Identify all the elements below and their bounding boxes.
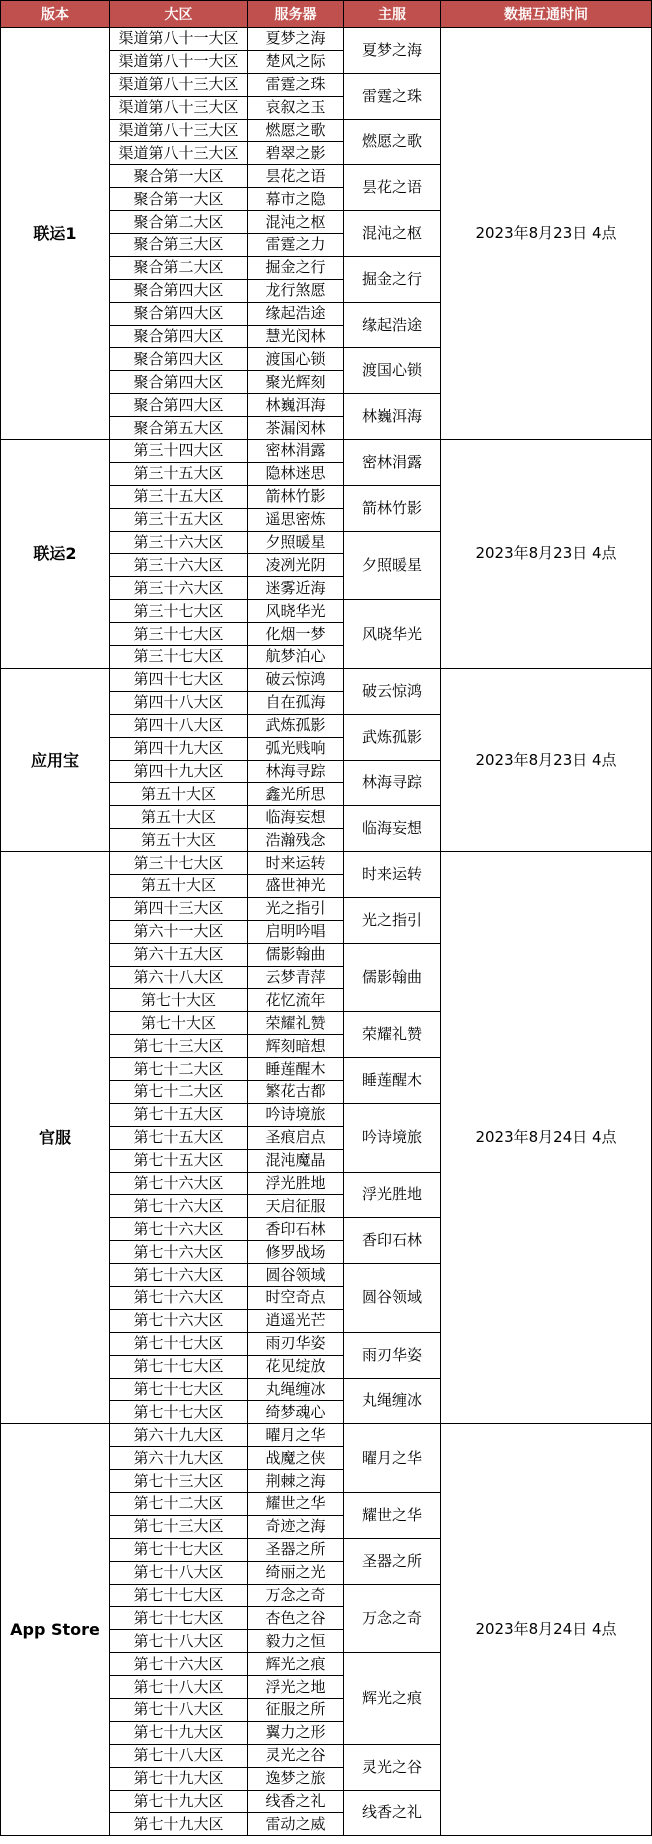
- main-server-cell: 夏梦之海: [344, 28, 441, 74]
- server-cell: 花见绽放: [248, 1355, 344, 1378]
- server-cell: 隐林迷思: [248, 462, 344, 485]
- server-cell: 雷霆之力: [248, 234, 344, 257]
- server-cell: 密林涓露: [248, 440, 344, 463]
- server-cell: 弧光贱响: [248, 737, 344, 760]
- region-cell: 聚合第四大区: [110, 394, 248, 417]
- server-cell: 战魔之侠: [248, 1447, 344, 1470]
- region-cell: 聚合第四大区: [110, 371, 248, 394]
- region-cell: 第三十五大区: [110, 485, 248, 508]
- main-server-cell: 吟诗境旅: [344, 1103, 441, 1172]
- merge-time-cell: 2023年8月24日 4点: [441, 1424, 652, 1836]
- server-cell: 航梦泊心: [248, 646, 344, 669]
- main-server-cell: 风晓华光: [344, 600, 441, 669]
- header-main: 主服: [344, 1, 441, 28]
- server-cell: 荆棘之海: [248, 1470, 344, 1493]
- region-cell: 第七十六大区: [110, 1195, 248, 1218]
- server-cell: 化烟一梦: [248, 623, 344, 646]
- server-cell: 林巍洱海: [248, 394, 344, 417]
- region-cell: 第七十七大区: [110, 1607, 248, 1630]
- region-cell: 第五十大区: [110, 783, 248, 806]
- region-cell: 聚合第四大区: [110, 302, 248, 325]
- main-server-cell: 雨刃华姿: [344, 1332, 441, 1378]
- region-cell: 第七十三大区: [110, 1470, 248, 1493]
- region-cell: 第三十六大区: [110, 531, 248, 554]
- region-cell: 第七十三大区: [110, 1035, 248, 1058]
- server-cell: 启明吟唱: [248, 920, 344, 943]
- region-cell: 聚合第二大区: [110, 211, 248, 234]
- version-cell: 应用宝: [1, 668, 110, 851]
- region-cell: 聚合第四大区: [110, 325, 248, 348]
- version-cell: 官服: [1, 852, 110, 1424]
- server-cell: 吟诗境旅: [248, 1103, 344, 1126]
- main-server-cell: 灵光之谷: [344, 1744, 441, 1790]
- header-row: [1, 1, 652, 28]
- region-cell: 第七十三大区: [110, 1515, 248, 1538]
- server-cell: 圆谷领域: [248, 1264, 344, 1287]
- main-server-cell: 缘起浩途: [344, 302, 441, 348]
- region-cell: 第七十六大区: [110, 1241, 248, 1264]
- server-cell: 临海妄想: [248, 806, 344, 829]
- main-server-cell: 夕照暖星: [344, 531, 441, 600]
- region-cell: 第七十二大区: [110, 1058, 248, 1081]
- main-server-cell: 时来运转: [344, 852, 441, 898]
- main-server-cell: 睡莲醒木: [344, 1058, 441, 1104]
- server-cell: 繁花古都: [248, 1080, 344, 1103]
- server-cell: 翼力之形: [248, 1721, 344, 1744]
- server-cell: 雷动之威: [248, 1813, 344, 1836]
- server-cell: 昙花之语: [248, 165, 344, 188]
- server-cell: 龙行煞愿: [248, 279, 344, 302]
- main-server-cell: 圆谷领域: [344, 1264, 441, 1333]
- region-cell: 渠道第八十三大区: [110, 119, 248, 142]
- server-cell: 武炼孤影: [248, 714, 344, 737]
- region-cell: 聚合第五大区: [110, 417, 248, 440]
- merge-time-cell: 2023年8月23日 4点: [441, 668, 652, 851]
- server-cell: 光之指引: [248, 897, 344, 920]
- main-server-cell: 渡国心锁: [344, 348, 441, 394]
- region-cell: 第七十六大区: [110, 1309, 248, 1332]
- region-cell: 第三十五大区: [110, 508, 248, 531]
- server-cell: 遥思密炼: [248, 508, 344, 531]
- server-cell: 绮梦魂心: [248, 1401, 344, 1424]
- server-cell: 天启征服: [248, 1195, 344, 1218]
- main-server-cell: 密林涓露: [344, 440, 441, 486]
- region-cell: 第七十九大区: [110, 1790, 248, 1813]
- server-cell: 线香之礼: [248, 1790, 344, 1813]
- server-cell: 碧翠之影: [248, 142, 344, 165]
- table-row: [1, 440, 652, 463]
- header-server: 服务器: [248, 1, 344, 28]
- region-cell: 第七十八大区: [110, 1744, 248, 1767]
- server-cell: 楚风之际: [248, 50, 344, 73]
- region-cell: 第七十七大区: [110, 1401, 248, 1424]
- server-cell: 圣器之所: [248, 1538, 344, 1561]
- table-body: [1, 28, 652, 1836]
- table-row: [1, 28, 652, 51]
- region-cell: 第六十九大区: [110, 1424, 248, 1447]
- region-cell: 第四十七大区: [110, 668, 248, 691]
- server-cell: 鑫光所思: [248, 783, 344, 806]
- server-cell: 聚光辉刻: [248, 371, 344, 394]
- main-server-cell: 武炼孤影: [344, 714, 441, 760]
- region-cell: 第六十九大区: [110, 1447, 248, 1470]
- header-region: 大区: [110, 1, 248, 28]
- region-cell: 第三十六大区: [110, 554, 248, 577]
- region-cell: 渠道第八十一大区: [110, 50, 248, 73]
- table-row: [1, 852, 652, 875]
- server-cell: 逍遥光芒: [248, 1309, 344, 1332]
- main-server-cell: 临海妄想: [344, 806, 441, 852]
- server-cell: 茶漏闵林: [248, 417, 344, 440]
- server-cell: 辉光之痕: [248, 1653, 344, 1676]
- server-cell: 渡国心锁: [248, 348, 344, 371]
- main-server-cell: 香印石林: [344, 1218, 441, 1264]
- main-server-cell: 儒影翰曲: [344, 943, 441, 1012]
- server-cell: 毅力之恒: [248, 1630, 344, 1653]
- main-server-cell: 昙花之语: [344, 165, 441, 211]
- server-cell: 掘金之行: [248, 256, 344, 279]
- region-cell: 第七十六大区: [110, 1264, 248, 1287]
- region-cell: 渠道第八十三大区: [110, 142, 248, 165]
- region-cell: 第七十六大区: [110, 1218, 248, 1241]
- main-server-cell: 燃愿之歌: [344, 119, 441, 165]
- region-cell: 第六十八大区: [110, 966, 248, 989]
- server-cell: 云梦青萍: [248, 966, 344, 989]
- server-cell: 箭林竹影: [248, 485, 344, 508]
- server-cell: 哀叙之玉: [248, 96, 344, 119]
- server-cell: 逸梦之旅: [248, 1767, 344, 1790]
- server-cell: 睡莲醒木: [248, 1058, 344, 1081]
- server-cell: 丸绳缠冰: [248, 1378, 344, 1401]
- region-cell: 聚合第二大区: [110, 256, 248, 279]
- region-cell: 第七十九大区: [110, 1721, 248, 1744]
- main-server-cell: 耀世之华: [344, 1493, 441, 1539]
- server-cell: 香印石林: [248, 1218, 344, 1241]
- region-cell: 第七十大区: [110, 989, 248, 1012]
- server-cell: 修罗战场: [248, 1241, 344, 1264]
- main-server-cell: 破云惊鸿: [344, 668, 441, 714]
- region-cell: 第七十八大区: [110, 1561, 248, 1584]
- region-cell: 渠道第八十一大区: [110, 28, 248, 51]
- server-cell: 花忆流年: [248, 989, 344, 1012]
- region-cell: 第七十八大区: [110, 1630, 248, 1653]
- main-server-cell: 箭林竹影: [344, 485, 441, 531]
- region-cell: 渠道第八十三大区: [110, 96, 248, 119]
- main-server-cell: 光之指引: [344, 897, 441, 943]
- region-cell: 第四十九大区: [110, 760, 248, 783]
- server-cell: 儒影翰曲: [248, 943, 344, 966]
- region-cell: 渠道第八十三大区: [110, 73, 248, 96]
- server-cell: 浮光胜地: [248, 1172, 344, 1195]
- main-server-cell: 林巍洱海: [344, 394, 441, 440]
- region-cell: 聚合第四大区: [110, 348, 248, 371]
- server-cell: 浩瀚残念: [248, 829, 344, 852]
- region-cell: 第七十七大区: [110, 1584, 248, 1607]
- server-cell: 奇迹之海: [248, 1515, 344, 1538]
- main-server-cell: 林海寻踪: [344, 760, 441, 806]
- region-cell: 第七十九大区: [110, 1813, 248, 1836]
- server-cell: 万念之奇: [248, 1584, 344, 1607]
- server-cell: 夕照暖星: [248, 531, 344, 554]
- main-server-cell: 荣耀礼赞: [344, 1012, 441, 1058]
- region-cell: 第三十七大区: [110, 623, 248, 646]
- version-cell: App Store: [1, 1424, 110, 1836]
- server-cell: 慧光闵林: [248, 325, 344, 348]
- server-cell: 时空奇点: [248, 1286, 344, 1309]
- version-cell: 联运1: [1, 28, 110, 440]
- header-time: 数据互通时间: [441, 1, 652, 28]
- region-cell: 聚合第一大区: [110, 188, 248, 211]
- table-row: [1, 1424, 652, 1447]
- main-server-cell: 雷霆之珠: [344, 73, 441, 119]
- region-cell: 第三十七大区: [110, 852, 248, 875]
- server-cell: 缘起浩途: [248, 302, 344, 325]
- server-cell: 混沌魔晶: [248, 1149, 344, 1172]
- server-cell: 圣痕启点: [248, 1126, 344, 1149]
- region-cell: 第七十八大区: [110, 1699, 248, 1722]
- region-cell: 第七十七大区: [110, 1332, 248, 1355]
- server-cell: 雷霆之珠: [248, 73, 344, 96]
- main-server-cell: 曜月之华: [344, 1424, 441, 1493]
- server-cell: 荣耀礼赞: [248, 1012, 344, 1035]
- server-cell: 雨刃华姿: [248, 1332, 344, 1355]
- region-cell: 第五十大区: [110, 829, 248, 852]
- server-cell: 绮丽之光: [248, 1561, 344, 1584]
- server-cell: 破云惊鸿: [248, 668, 344, 691]
- region-cell: 第三十七大区: [110, 600, 248, 623]
- server-cell: 凌冽光阴: [248, 554, 344, 577]
- server-cell: 迷雾近海: [248, 577, 344, 600]
- region-cell: 第三十六大区: [110, 577, 248, 600]
- server-cell: 耀世之华: [248, 1493, 344, 1516]
- region-cell: 第七十二大区: [110, 1080, 248, 1103]
- region-cell: 第六十五大区: [110, 943, 248, 966]
- region-cell: 第七十六大区: [110, 1286, 248, 1309]
- region-cell: 第五十大区: [110, 806, 248, 829]
- region-cell: 第四十九大区: [110, 737, 248, 760]
- region-cell: 第七十五大区: [110, 1103, 248, 1126]
- server-cell: 杏色之谷: [248, 1607, 344, 1630]
- server-cell: 夏梦之海: [248, 28, 344, 51]
- merge-time-cell: 2023年8月23日 4点: [441, 28, 652, 440]
- region-cell: 第三十七大区: [110, 646, 248, 669]
- server-cell: 征服之所: [248, 1699, 344, 1722]
- merge-time-cell: 2023年8月23日 4点: [441, 440, 652, 669]
- server-cell: 风晓华光: [248, 600, 344, 623]
- region-cell: 聚合第四大区: [110, 279, 248, 302]
- main-server-cell: 线香之礼: [344, 1790, 441, 1836]
- server-cell: 灵光之谷: [248, 1744, 344, 1767]
- server-cell: 曜月之华: [248, 1424, 344, 1447]
- server-cell: 林海寻踪: [248, 760, 344, 783]
- merge-time-cell: 2023年8月24日 4点: [441, 852, 652, 1424]
- server-cell: 燃愿之歌: [248, 119, 344, 142]
- region-cell: 第七十七大区: [110, 1355, 248, 1378]
- region-cell: 第七十六大区: [110, 1172, 248, 1195]
- server-cell: 辉刻暗想: [248, 1035, 344, 1058]
- main-server-cell: 掘金之行: [344, 256, 441, 302]
- region-cell: 聚合第一大区: [110, 165, 248, 188]
- region-cell: 第五十大区: [110, 874, 248, 897]
- server-cell: 自在孤海: [248, 691, 344, 714]
- region-cell: 第七十九大区: [110, 1767, 248, 1790]
- region-cell: 第七十八大区: [110, 1676, 248, 1699]
- main-server-cell: 混沌之枢: [344, 211, 441, 257]
- region-cell: 第三十五大区: [110, 462, 248, 485]
- region-cell: 第七十七大区: [110, 1538, 248, 1561]
- region-cell: 第七十二大区: [110, 1493, 248, 1516]
- server-cell: 时来运转: [248, 852, 344, 875]
- region-cell: 聚合第三大区: [110, 234, 248, 257]
- region-cell: 第七十五大区: [110, 1126, 248, 1149]
- server-cell: 浮光之地: [248, 1676, 344, 1699]
- main-server-cell: 圣器之所: [344, 1538, 441, 1584]
- region-cell: 第七十大区: [110, 1012, 248, 1035]
- main-server-cell: 万念之奇: [344, 1584, 441, 1653]
- region-cell: 第三十四大区: [110, 440, 248, 463]
- server-cell: 混沌之枢: [248, 211, 344, 234]
- server-cell: 幕市之隐: [248, 188, 344, 211]
- region-cell: 第七十七大区: [110, 1378, 248, 1401]
- server-cell: 盛世神光: [248, 874, 344, 897]
- version-cell: 联运2: [1, 440, 110, 669]
- region-cell: 第七十五大区: [110, 1149, 248, 1172]
- header-version: 版本: [1, 1, 110, 28]
- region-cell: 第六十一大区: [110, 920, 248, 943]
- main-server-cell: 丸绳缠冰: [344, 1378, 441, 1424]
- region-cell: 第四十八大区: [110, 714, 248, 737]
- table-row: [1, 668, 652, 691]
- region-cell: 第四十八大区: [110, 691, 248, 714]
- region-cell: 第四十三大区: [110, 897, 248, 920]
- region-cell: 第七十六大区: [110, 1653, 248, 1676]
- main-server-cell: 浮光胜地: [344, 1172, 441, 1218]
- main-server-cell: 辉光之痕: [344, 1653, 441, 1745]
